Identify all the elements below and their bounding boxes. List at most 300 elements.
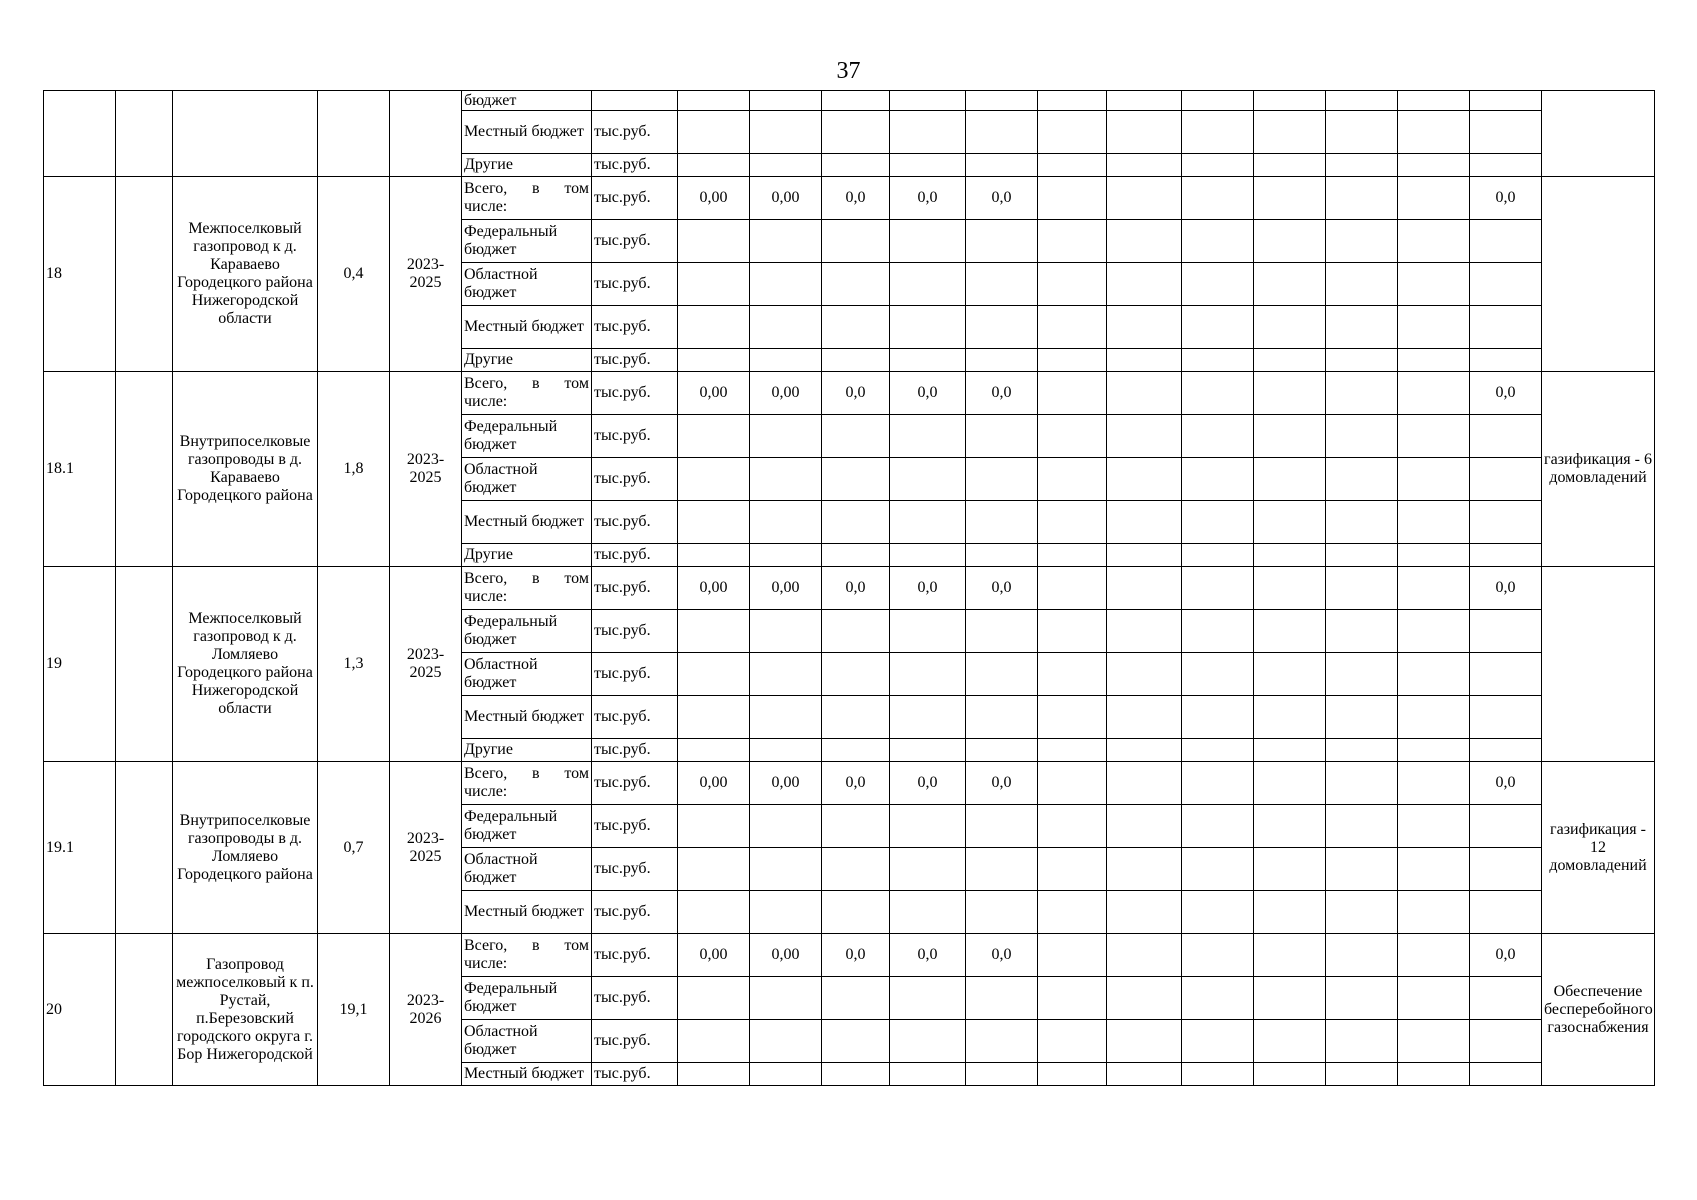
unit-cell: тыс.руб.	[592, 977, 678, 1020]
empty-cell	[822, 1020, 890, 1063]
funding-row	[44, 762, 1655, 805]
empty-cell	[1107, 977, 1182, 1020]
empty-cell	[1107, 805, 1182, 848]
empty-cell	[1470, 306, 1542, 349]
project-result	[1542, 567, 1655, 762]
empty-cell	[1398, 762, 1470, 805]
empty-cell	[1038, 805, 1107, 848]
empty-cell	[966, 544, 1038, 567]
unit-cell: тыс.руб.	[592, 415, 678, 458]
empty-cell	[966, 653, 1038, 696]
empty-cell	[966, 739, 1038, 762]
funding-source-label: Областной бюджет	[462, 1020, 592, 1063]
unit-cell: тыс.руб.	[592, 544, 678, 567]
empty-cell	[1326, 891, 1398, 934]
empty-cell	[822, 415, 890, 458]
empty-cell	[1326, 1063, 1398, 1086]
funding-source-label: Местный бюджет	[462, 1063, 592, 1086]
empty-cell	[966, 306, 1038, 349]
funding-source-label: Местный бюджет	[462, 306, 592, 349]
empty-cell	[1107, 762, 1182, 805]
empty-cell	[678, 415, 750, 458]
continuation-period-cell	[390, 91, 462, 177]
empty-cell	[1038, 977, 1107, 1020]
amount-cell: 0,00	[678, 372, 750, 415]
amount-cell: 0,0	[822, 567, 890, 610]
empty-cell	[822, 1063, 890, 1086]
amount-cell: 0,00	[750, 177, 822, 220]
empty-cell	[822, 501, 890, 544]
unit-cell: тыс.руб.	[592, 1020, 678, 1063]
empty-cell	[1107, 848, 1182, 891]
funding-source-label: Областной бюджет	[462, 848, 592, 891]
unit-cell: тыс.руб.	[592, 177, 678, 220]
empty-cell	[1398, 1020, 1470, 1063]
empty-cell	[1326, 501, 1398, 544]
empty-cell	[1182, 977, 1254, 1020]
project-period: 2023-2025	[390, 567, 462, 762]
empty-cell	[1254, 1063, 1326, 1086]
empty-cell	[1326, 1020, 1398, 1063]
empty-cell	[1326, 934, 1398, 977]
amount-cell: 0,0	[966, 372, 1038, 415]
empty-cell	[678, 653, 750, 696]
empty-cell	[1254, 977, 1326, 1020]
empty-cell	[1038, 696, 1107, 739]
empty-cell	[678, 1063, 750, 1086]
empty-cell	[966, 220, 1038, 263]
empty-cell	[966, 458, 1038, 501]
empty-cell	[750, 1020, 822, 1063]
unit-cell: тыс.руб.	[592, 739, 678, 762]
funding-source-label: Местный бюджет	[462, 891, 592, 934]
empty-cell	[750, 653, 822, 696]
empty-cell	[822, 653, 890, 696]
empty-cell	[750, 501, 822, 544]
empty-cell	[1398, 111, 1470, 154]
project-number: 19	[44, 567, 116, 762]
empty-cell	[1038, 177, 1107, 220]
project-result: газификация - 6 домовладений	[1542, 372, 1655, 567]
amount-cell: 0,0	[966, 177, 1038, 220]
empty-cell	[750, 220, 822, 263]
empty-cell	[1398, 934, 1470, 977]
empty-cell	[1398, 501, 1470, 544]
empty-cell	[1326, 977, 1398, 1020]
empty-cell	[1254, 653, 1326, 696]
project-period: 2023-2025	[390, 762, 462, 934]
empty-cell	[890, 306, 966, 349]
empty-cell	[1326, 848, 1398, 891]
funding-source-label: Местный бюджет	[462, 111, 592, 154]
empty-cell	[822, 306, 890, 349]
empty-cell	[1038, 372, 1107, 415]
empty-cell	[1326, 263, 1398, 306]
empty-cell	[678, 891, 750, 934]
empty-cell	[1326, 154, 1398, 177]
empty-cell	[1470, 1063, 1542, 1086]
empty-cell	[1254, 349, 1326, 372]
empty-cell	[1038, 1063, 1107, 1086]
project-period: 2023-2026	[390, 934, 462, 1086]
empty-cell	[890, 1063, 966, 1086]
empty-cell	[822, 848, 890, 891]
empty-cell	[1038, 762, 1107, 805]
empty-cell	[1107, 544, 1182, 567]
project-blank-cell	[116, 372, 173, 567]
empty-cell	[1470, 1020, 1542, 1063]
empty-cell	[750, 415, 822, 458]
empty-cell	[1254, 177, 1326, 220]
empty-cell	[1470, 220, 1542, 263]
empty-cell	[822, 696, 890, 739]
empty-cell	[678, 220, 750, 263]
project-length: 19,1	[318, 934, 390, 1086]
amount-cell: 0,00	[678, 567, 750, 610]
empty-cell	[1254, 111, 1326, 154]
funding-row	[44, 372, 1655, 415]
empty-cell	[1107, 1020, 1182, 1063]
empty-cell	[1470, 111, 1542, 154]
amount-cell: 0,00	[750, 567, 822, 610]
empty-cell	[890, 501, 966, 544]
empty-cell	[1398, 415, 1470, 458]
empty-cell	[1398, 458, 1470, 501]
empty-cell	[1038, 739, 1107, 762]
empty-cell	[1182, 934, 1254, 977]
amount-cell: 0,00	[678, 177, 750, 220]
funding-source-label: Местный бюджет	[462, 696, 592, 739]
empty-cell	[1398, 891, 1470, 934]
empty-cell	[1470, 91, 1542, 111]
empty-cell	[1107, 1063, 1182, 1086]
unit-cell: тыс.руб.	[592, 653, 678, 696]
funding-source-label: Всего, в том числе:	[462, 177, 592, 220]
empty-cell	[1182, 458, 1254, 501]
empty-cell	[822, 544, 890, 567]
empty-cell	[1038, 111, 1107, 154]
empty-cell	[1182, 610, 1254, 653]
empty-cell	[678, 848, 750, 891]
empty-cell	[1107, 372, 1182, 415]
empty-cell	[1182, 372, 1254, 415]
funding-source-label: Всего, в том числе:	[462, 762, 592, 805]
empty-cell	[1470, 544, 1542, 567]
empty-cell	[1038, 501, 1107, 544]
amount-cell: 0,0	[890, 177, 966, 220]
continuation-length-cell	[318, 91, 390, 177]
empty-cell	[822, 220, 890, 263]
funding-source-label: Федеральный бюджет	[462, 977, 592, 1020]
empty-cell	[1470, 263, 1542, 306]
empty-cell	[1326, 458, 1398, 501]
unit-cell: тыс.руб.	[592, 567, 678, 610]
empty-cell	[1038, 91, 1107, 111]
unit-cell: тыс.руб.	[592, 501, 678, 544]
amount-cell: 0,0	[966, 934, 1038, 977]
empty-cell	[1254, 934, 1326, 977]
empty-cell	[966, 977, 1038, 1020]
continuation-result-cell	[1542, 91, 1655, 177]
unit-cell	[592, 91, 678, 111]
empty-cell	[750, 544, 822, 567]
unit-cell: тыс.руб.	[592, 220, 678, 263]
empty-cell	[1182, 177, 1254, 220]
empty-cell	[966, 1063, 1038, 1086]
empty-cell	[750, 263, 822, 306]
empty-cell	[1326, 415, 1398, 458]
empty-cell	[678, 154, 750, 177]
empty-cell	[966, 891, 1038, 934]
project-name: Газопровод межпоселковый к п. Рустай, п.Березовский городского округа г. Бор Нижегородской	[173, 934, 318, 1086]
project-length: 0,4	[318, 177, 390, 372]
project-length: 0,7	[318, 762, 390, 934]
empty-cell	[966, 111, 1038, 154]
empty-cell	[966, 610, 1038, 653]
total-amount-cell: 0,0	[1470, 567, 1542, 610]
project-number: 18.1	[44, 372, 116, 567]
empty-cell	[890, 739, 966, 762]
project-period: 2023-2025	[390, 372, 462, 567]
empty-cell	[890, 349, 966, 372]
total-amount-cell: 0,0	[1470, 372, 1542, 415]
empty-cell	[1326, 696, 1398, 739]
empty-cell	[1254, 544, 1326, 567]
empty-cell	[1038, 567, 1107, 610]
empty-cell	[1107, 306, 1182, 349]
empty-cell	[1254, 458, 1326, 501]
funding-row	[44, 567, 1655, 610]
empty-cell	[1326, 544, 1398, 567]
empty-cell	[966, 696, 1038, 739]
empty-cell	[1398, 154, 1470, 177]
empty-cell	[1038, 544, 1107, 567]
empty-cell	[678, 111, 750, 154]
empty-cell	[1038, 306, 1107, 349]
empty-cell	[1254, 739, 1326, 762]
empty-cell	[1326, 567, 1398, 610]
empty-cell	[678, 91, 750, 111]
empty-cell	[1326, 805, 1398, 848]
empty-cell	[678, 349, 750, 372]
empty-cell	[1470, 848, 1542, 891]
empty-cell	[890, 220, 966, 263]
project-period: 2023-2025	[390, 177, 462, 372]
empty-cell	[1326, 177, 1398, 220]
empty-cell	[1398, 349, 1470, 372]
empty-cell	[1182, 1020, 1254, 1063]
funding-source-label: Федеральный бюджет	[462, 220, 592, 263]
empty-cell	[750, 154, 822, 177]
empty-cell	[1398, 977, 1470, 1020]
project-result: Обеспечение бесперебойного газоснабжения	[1542, 934, 1655, 1086]
empty-cell	[822, 891, 890, 934]
empty-cell	[1398, 1063, 1470, 1086]
project-blank-cell	[116, 762, 173, 934]
empty-cell	[890, 805, 966, 848]
empty-cell	[750, 1063, 822, 1086]
empty-cell	[1182, 762, 1254, 805]
empty-cell	[1182, 501, 1254, 544]
empty-cell	[1470, 739, 1542, 762]
empty-cell	[1182, 696, 1254, 739]
unit-cell: тыс.руб.	[592, 458, 678, 501]
empty-cell	[1326, 111, 1398, 154]
empty-cell	[1182, 544, 1254, 567]
empty-cell	[1182, 91, 1254, 111]
unit-cell: тыс.руб.	[592, 306, 678, 349]
empty-cell	[1326, 653, 1398, 696]
empty-cell	[822, 977, 890, 1020]
empty-cell	[1254, 567, 1326, 610]
project-result: газификация - 12 домовладений	[1542, 762, 1655, 934]
empty-cell	[1038, 154, 1107, 177]
empty-cell	[1107, 567, 1182, 610]
empty-cell	[750, 111, 822, 154]
empty-cell	[966, 501, 1038, 544]
empty-cell	[1470, 501, 1542, 544]
empty-cell	[1398, 372, 1470, 415]
amount-cell: 0,0	[890, 372, 966, 415]
empty-cell	[1107, 501, 1182, 544]
empty-cell	[1038, 349, 1107, 372]
project-length: 1,8	[318, 372, 390, 567]
project-number: 20	[44, 934, 116, 1086]
empty-cell	[890, 848, 966, 891]
empty-cell	[966, 1020, 1038, 1063]
empty-cell	[678, 306, 750, 349]
project-blank-cell	[116, 934, 173, 1086]
empty-cell	[1326, 610, 1398, 653]
amount-cell: 0,0	[822, 934, 890, 977]
total-amount-cell: 0,0	[1470, 934, 1542, 977]
empty-cell	[1107, 610, 1182, 653]
funding-source-label: Другие	[462, 739, 592, 762]
empty-cell	[1038, 458, 1107, 501]
empty-cell	[750, 349, 822, 372]
unit-cell: тыс.руб.	[592, 263, 678, 306]
empty-cell	[1470, 891, 1542, 934]
project-number: 18	[44, 177, 116, 372]
empty-cell	[1107, 653, 1182, 696]
unit-cell: тыс.руб.	[592, 349, 678, 372]
empty-cell	[890, 458, 966, 501]
empty-cell	[1107, 415, 1182, 458]
empty-cell	[678, 977, 750, 1020]
empty-cell	[890, 544, 966, 567]
project-name: Внутрипоселковые газопроводы в д. Караваево Городецкого района	[173, 372, 318, 567]
empty-cell	[750, 696, 822, 739]
empty-cell	[966, 91, 1038, 111]
empty-cell	[1254, 805, 1326, 848]
empty-cell	[678, 501, 750, 544]
empty-cell	[890, 653, 966, 696]
empty-cell	[822, 91, 890, 111]
empty-cell	[1107, 458, 1182, 501]
empty-cell	[1254, 263, 1326, 306]
empty-cell	[678, 610, 750, 653]
empty-cell	[1254, 91, 1326, 111]
empty-cell	[678, 696, 750, 739]
project-name: Внутрипоселковые газопроводы в д. Ломляево Городецкого района	[173, 762, 318, 934]
empty-cell	[678, 739, 750, 762]
empty-cell	[1182, 891, 1254, 934]
funding-source-label: Всего, в том числе:	[462, 934, 592, 977]
empty-cell	[822, 349, 890, 372]
empty-cell	[1398, 653, 1470, 696]
empty-cell	[966, 848, 1038, 891]
empty-cell	[890, 891, 966, 934]
empty-cell	[890, 1020, 966, 1063]
empty-cell	[750, 610, 822, 653]
empty-cell	[1254, 220, 1326, 263]
empty-cell	[1398, 177, 1470, 220]
page-number: 37	[836, 58, 861, 84]
empty-cell	[1107, 696, 1182, 739]
funding-source-label: Федеральный бюджет	[462, 415, 592, 458]
amount-cell: 0,0	[890, 762, 966, 805]
empty-cell	[1182, 306, 1254, 349]
empty-cell	[750, 91, 822, 111]
project-blank-cell	[116, 177, 173, 372]
funding-source-label: Областной бюджет	[462, 263, 592, 306]
unit-cell: тыс.руб.	[592, 805, 678, 848]
empty-cell	[1182, 263, 1254, 306]
empty-cell	[1107, 349, 1182, 372]
project-name: Межпоселковый газопровод к д. Караваево Городецкого района Нижегородской области	[173, 177, 318, 372]
project-blank-cell	[116, 567, 173, 762]
empty-cell	[750, 977, 822, 1020]
empty-cell	[1254, 501, 1326, 544]
funding-source-label: Другие	[462, 154, 592, 177]
empty-cell	[890, 977, 966, 1020]
continuation-row	[44, 91, 1655, 111]
empty-cell	[750, 891, 822, 934]
empty-cell	[1254, 415, 1326, 458]
continuation-number-cell	[44, 91, 116, 177]
empty-cell	[1182, 111, 1254, 154]
empty-cell	[1398, 739, 1470, 762]
empty-cell	[890, 696, 966, 739]
empty-cell	[750, 458, 822, 501]
unit-cell: тыс.руб.	[592, 1063, 678, 1086]
amount-cell: 0,00	[678, 934, 750, 977]
amount-cell: 0,0	[822, 372, 890, 415]
amount-cell: 0,0	[890, 567, 966, 610]
empty-cell	[890, 111, 966, 154]
empty-cell	[1038, 848, 1107, 891]
total-amount-cell: 0,0	[1470, 177, 1542, 220]
empty-cell	[966, 805, 1038, 848]
empty-cell	[1107, 177, 1182, 220]
empty-cell	[1107, 111, 1182, 154]
project-number: 19.1	[44, 762, 116, 934]
empty-cell	[678, 263, 750, 306]
funding-row	[44, 934, 1655, 977]
empty-cell	[822, 739, 890, 762]
empty-cell	[1182, 653, 1254, 696]
empty-cell	[1182, 739, 1254, 762]
empty-cell	[1107, 739, 1182, 762]
empty-cell	[966, 415, 1038, 458]
empty-cell	[1254, 1020, 1326, 1063]
empty-cell	[1107, 220, 1182, 263]
empty-cell	[1470, 977, 1542, 1020]
empty-cell	[1038, 653, 1107, 696]
funding-source-label: Другие	[462, 544, 592, 567]
empty-cell	[1107, 891, 1182, 934]
empty-cell	[1326, 762, 1398, 805]
